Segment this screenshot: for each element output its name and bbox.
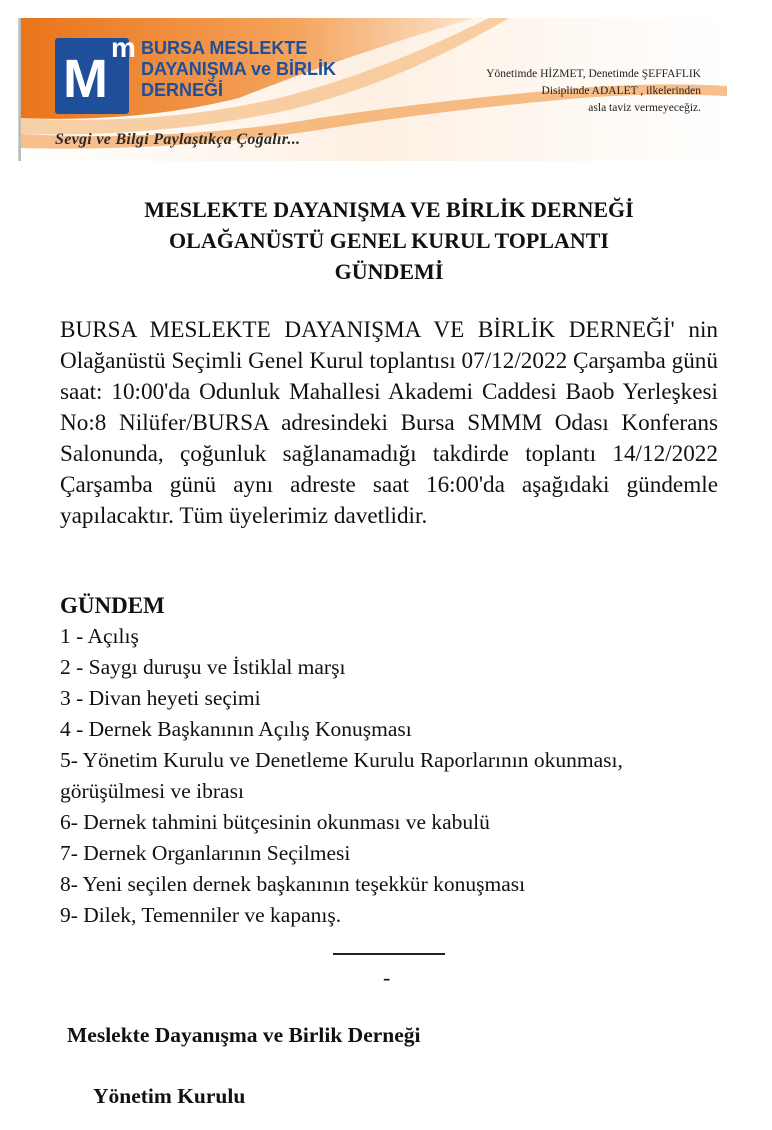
agenda-list	[60, 621, 680, 931]
footer-org-name: Meslekte Dayanışma ve Birlik Derneği	[67, 1023, 421, 1047]
separator-dash: -	[383, 965, 391, 990]
slogan-line: Disiplinde ADALET , ilkelerinden	[541, 85, 701, 97]
agenda-item: 9- Dilek, Temenniler ve kapanış.	[60, 903, 342, 927]
document-title	[60, 194, 718, 287]
agenda-item: 3 - Divan heyeti seçimi	[60, 686, 261, 710]
logo-superscript: m	[111, 32, 136, 63]
banner-motto: Sevgi ve Bilgi Paylaştıkça Çoğalır...	[55, 131, 301, 148]
agenda-item: 2 - Saygı duruşu ve İstiklal marşı	[60, 655, 346, 679]
banner-slogan	[486, 66, 701, 117]
org-name-line: DAYANIŞMA ve BİRLİK	[141, 59, 337, 79]
agenda-heading: GÜNDEM	[60, 593, 165, 618]
banner-org-name	[141, 38, 336, 101]
title-line: OLAĞANÜSTÜ GENEL KURUL TOPLANTI	[169, 228, 609, 253]
agenda-item: 6- Dernek tahmini bütçesinin okunması ve kabulü	[60, 810, 490, 834]
slogan-line: Yönetimde HİZMET, Denetimde ŞEFFAFLIK	[486, 68, 701, 80]
org-name-line: DERNEĞİ	[141, 80, 224, 100]
logo-letter: M	[63, 49, 106, 109]
agenda-item: 4 - Dernek Başkanının Açılış Konuşması	[60, 717, 412, 741]
agenda-item: 7- Dernek Organlarının Seçilmesi	[60, 841, 351, 865]
header-banner	[18, 18, 727, 161]
agenda-item: 1 - Açılış	[60, 624, 139, 648]
agenda-item: 5- Yönetim Kurulu ve Denetleme Kurulu Raporlarının okunması, görüşülmesi ve ibrası	[60, 748, 623, 803]
org-name-line: BURSA MESLEKTE	[141, 38, 308, 58]
slogan-line: asla taviz vermeyeceğiz.	[588, 102, 701, 114]
separator-line	[333, 953, 445, 955]
title-line: GÜNDEMİ	[334, 259, 444, 284]
title-line: MESLEKTE DAYANIŞMA VE BİRLİK DERNEĞİ	[144, 197, 634, 222]
intro-paragraph: BURSA MESLEKTE DAYANIŞMA VE BİRLİK DERNEĞİ' nin Olağanüstü Seçimli Genel Kurul toplantısı 07/12/2022 Çarşamba günü saat: 10:00'da Odunluk Mahallesi Akademi Caddesi Baob Yerleşkesi No:8 Nilüfer/BURSA adresindeki Bursa SMMM Odası Konferans Salonunda, çoğunluk sağlanamadığı takdirde toplantı 14/12/2022 Çarşamba günü aynı adreste saat 16:00'da aşağıdaki gündemle yapılacaktır. Tüm üyelerimiz davetlidir.	[60, 317, 718, 529]
footer-board: Yönetim Kurulu	[93, 1084, 246, 1108]
agenda-item: 8- Yeni seçilen dernek başkanının teşekkür konuşması	[60, 872, 526, 896]
